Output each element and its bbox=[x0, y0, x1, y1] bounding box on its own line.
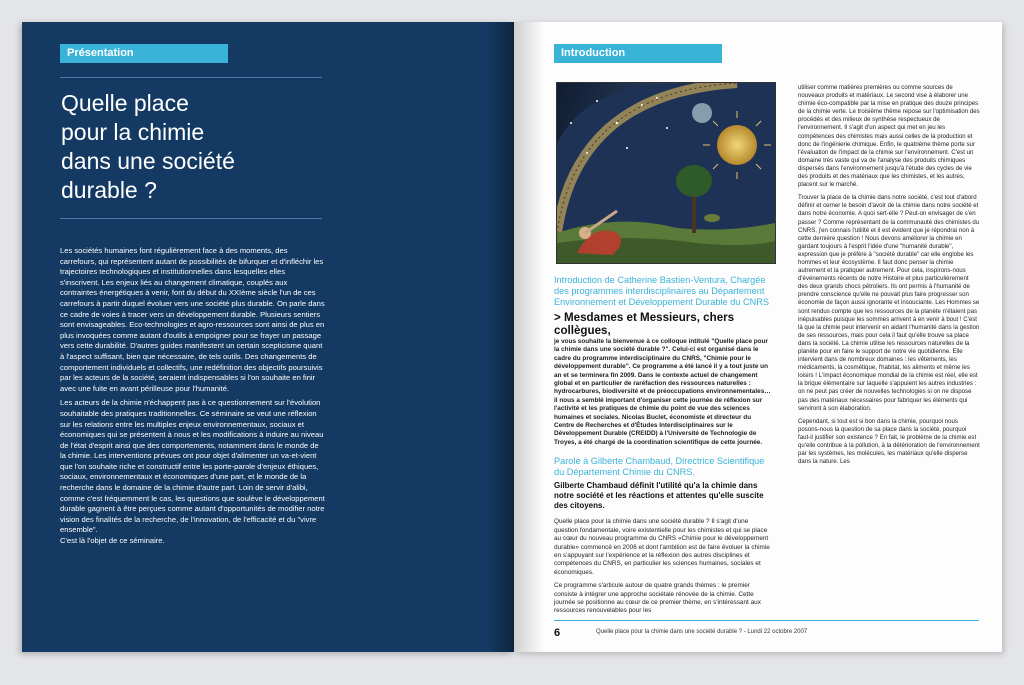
divider bbox=[60, 77, 322, 78]
intro-bold: je vous souhaite la bienvenue à ce colloque intitulé "Quelle place pour la chimie dans une société durable ?". Celui-ci est organisé dans le cadre du programme interdisciplinaire du CNRS, "Chimie pour le développement durable". Ce programme a été lancé il y a tout juste un an et se terminera fin 2009. Dans le contexte actuel de changement global et en particulier de raréfaction des ressources naturelles : hydrocarbures, biodiversité et de préoccupations environnementales… il nous a semblé important d'organiser cette journée de réflexion sur l'activité et les pratiques de chimie du point de vue des sciences humaines et sociales. Nicolas Buclet, économiste et directeur du Centre de Recherches et d'Études Interdisciplinaires sur le Développement Durable (CREIDD) à l'Université de Technologie de Troyes, a été chargé de la coordination scientifique de cette journée. bbox=[554, 338, 771, 446]
title-line: pour la chimie bbox=[61, 119, 205, 145]
footer-text: Quelle place pour la chimie dans une société durable ? - Lundi 22 octobre 2007 bbox=[596, 629, 808, 635]
page-title bbox=[61, 89, 361, 205]
right-page bbox=[514, 22, 1002, 652]
section-tab-presentation: Présentation bbox=[60, 44, 228, 63]
column-left bbox=[554, 275, 772, 621]
title-line: durable ? bbox=[61, 177, 157, 203]
paragraph: Les sociétés humaines font régulièrement face à des moments, des carrefours, qui représentent autant de possibilités de bifurquer et d'infléchir les trajectoires technologiques et institutionnelles dans lesquelles elles s'inscrivent. Les enjeux liés au changement climatique, couplés aux contraintes énergétiques à venir, font du début du XXIème siècle l'un de ces carrefours à partir duquel évoluer vers une société plus durable. On parle dans ce cadre de voies à tracer vers un développement durable. Plusieurs sentiers sont envisageables. Eco-technologies et agro-ressources sont ainsi de plus en plus invoquées comme autant d'outils à empoigner pour se frayer un passage vers cette durabilité. D'autres guides manifestent un certain scepticisme quant à l'aspect suffisant, bien que nécessaire, de tels outils. Des changements de comportement individuels et collectifs, une redéfinition des objectifs poursuivis par les acteurs de la société, seraient indispensables si l'on souhaite en finir avec une fuite en avant périlleuse pour l'humanité. bbox=[60, 246, 325, 393]
footer-rule bbox=[554, 620, 979, 621]
intro-heading: Introduction de Catherine Bastien-Ventura, Chargée des programmes interdisciplinaires au Département Environnement et Développement Durable du CNRS bbox=[554, 275, 770, 307]
column-right bbox=[798, 84, 980, 471]
page-number: 6 bbox=[554, 627, 561, 639]
paragraph: Trouver la place de la chimie dans notre société, c'est tout d'abord définir et cerner le besoin d'avoir de la chimie dans notre société et dans notre économie. A quoi sert-elle ? Peut-on envisager de s'en passer ? Comme représentant de la communauté des chimistes du CNRS, j'en connais l'utilité et il est évident que je répondrai non à cette dernière question ! Nous devons améliorer la chimie en gardant toujours à l'esprit l'idée d'une "humanité durable", expression que je préfère à "société durable" car elle englobe les hommes et leur écosystème. Il faut donc penser la chimie autrement et la pratiquer autrement. Pour cela, inspirons-nous d'événements récents de notre Histoire et plus particulièrement des deux grands chocs pétroliers. Ils ont permis à l'humanité de prendre conscience qu'elle ne pouvait plus faire progresser son économie de façon aussi ignorante et insouciante. Les Hommes se sont rendus compte que les ressources de la planète n'étaient pas inépuisables puisque les sommes arrivent à en venir à bout ! C'est là que la chimie peut intervenir en aidant l'humanité dans la gestion de ses ressources, mais pour cela il faut qu'elle trouve sa place dans la société. La chimie utilise les ressources naturelles de la planète pour en faire le support de notre vie quotidienne. Elle intervient dans de nombreux domaines : les vêtements, les médicaments, la cosmétique, l'habitat, les aliments et même les loisirs ! L'impact économique mondial de la chimie est réel, elle est la brique élémentaire sur laquelle s'appuient les autres industries : on ne peut pas créer de nouvelles technologies si on ne dispose pas des matériaux nécessaires pour fabriquer les éléments qui serviront à son élaboration. bbox=[798, 194, 980, 412]
divider bbox=[60, 218, 322, 219]
paragraph: utiliser comme matières premières ou comme sources de nouveaux produits et matériaux. Le second vise à élaborer une chimie éco-compatible par la mise en pratique des douze principes de la chimie verte. Le troisième thème repose sur l'optimisation des procédés et des milieux de synthèse respectueux de l'environnement. Il s'agit d'un aspect qui met en jeu les compétences des chimistes mais aussi celles de la production et donc de l'ingénierie chimique. Enfin, le quatrième thème porte sur l'évaluation de l'impact de la chimie sur l'environnement. C'est un domaine très vaste qui va de l'analyse des produits chimiques dispersés dans l'environnement jusqu'à l'étude des cycles de vie des produits et des matériaux que les chimistes, et les autres, placent sur le marché. bbox=[798, 84, 980, 189]
presentation-body bbox=[60, 246, 325, 551]
title-line: Quelle place bbox=[61, 90, 189, 116]
left-page bbox=[22, 22, 514, 652]
paragraph: Quelle place pour la chimie dans une société durable ? Il s'agit d'une question fondamentale, voire existentielle pour les chimistes et qui se place au cœur du nouveau programme du CNRS «Chimie pour le développement durable» commencé en 2006 et dont l'ambition est de faire évoluer la chimie en s'appuyant sur l'expérience et la réflexion des autres disciplines et compétences du CNRS, en particulier les sciences humaines, sociales et économiques. bbox=[554, 518, 770, 576]
section-tab-introduction: Introduction bbox=[554, 44, 722, 63]
second-lead: Gilberte Chambaud définit l'utilité qu'a la chimie dans notre société et les réactions et attentes qu'elle suscite des citoyens. bbox=[554, 481, 764, 511]
magazine-spread bbox=[22, 22, 1002, 652]
paragraph: C'est là l'objet de ce séminaire. bbox=[60, 536, 165, 546]
greeting: > Mesdames et Messieurs, chers collègues, bbox=[554, 311, 735, 337]
gutter-shadow bbox=[486, 22, 514, 652]
paragraph: Les acteurs de la chimie n'échappent pas à ce questionnement sur l'évolution souhaitable des pratiques traditionnelles. Ce séminaire se veut une réflexion sur les relations entre les multiples enjeux environnementaux, sociaux et économiques qui se présentent à nous et les modifications à induire au niveau de l'état d'esprit ainsi que des comportements, notamment dans le monde de la chimie. Les interventions prévues ont pour objet d'alimenter un va-et-vient que l'on souhaite riche et constructif entre les porte-parole d'enjeux éthiques, sociaux, environnementaux et économiques d'une part, et le monde de la recherche dans le domaine de la chimie d'autre part. Loin de servir d'alibi, comme c'est fréquemment le cas, les questions que soulève le développement durable gagnent à être perçues comme autant d'opportunités de modifier notre vision des finalités de la recherche, de l'innovation, de l'efficacité et du "vivre ensemble". bbox=[60, 398, 325, 535]
gutter-shadow bbox=[514, 22, 544, 652]
second-heading: Parole à Gilberte Chambaud, Directrice Scientifique du Département Chimie du CNRS. bbox=[554, 456, 765, 478]
paragraph: Ce programme s'articule autour de quatre grands thèmes : le premier consiste à intégrer une approche sociétale rénovée de la chimie. Cette journée se positionne au cœur de ce premier thème, en s'intéressant aux ressources renouvelables pour les bbox=[554, 582, 761, 615]
flammarion-engraving-icon bbox=[556, 82, 776, 264]
paragraph: Cependant, si tout est si bon dans la chimie, pourquoi nous posons-nous la question de sa place dans la société, pourquoi faut-il justifier son existence ? En fait, le problème de la chimie est qu'elle contribue à la pollution, à la détérioration de l'environnement par les systèmes, les molécules, les matériaux qu'elle disperse dans la nature. Les bbox=[798, 417, 980, 466]
title-line: dans une société bbox=[61, 148, 235, 174]
